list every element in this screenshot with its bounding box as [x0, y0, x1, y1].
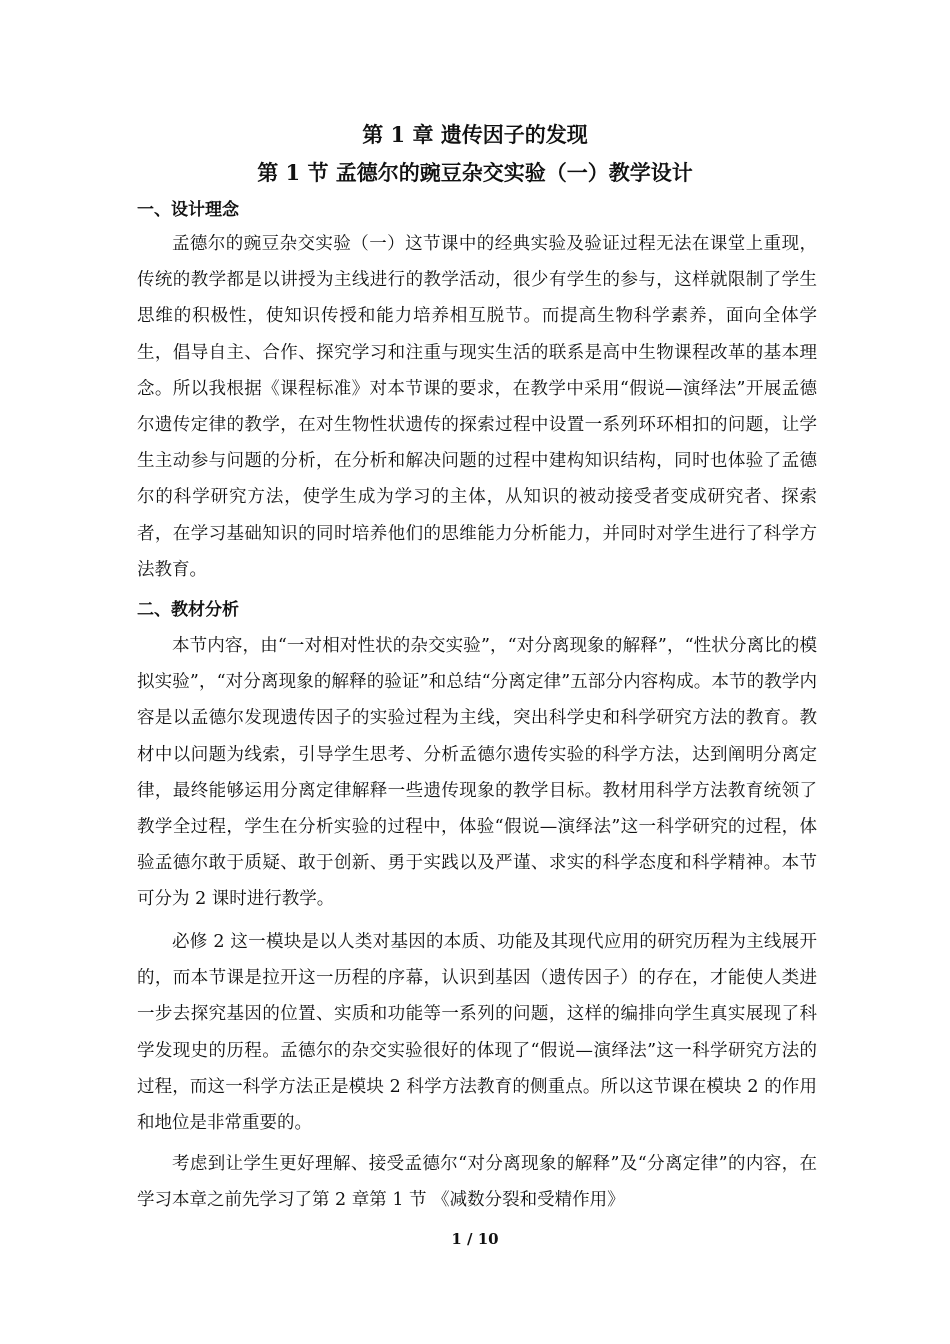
section-title: 第 1 节 孟德尔的豌豆杂交实验（一）教学设计	[257, 160, 693, 185]
paragraph: 本节内容，由“一对相对性状的杂交实验”，“对分离现象的解释”，“性状分离比的模拟实验”，“对分离现象的解释的验证”和总结“分离定律”五部分内容构成。本节的教学内容是以孟德尔发现遗传因子的实验过程为主线，突出科学史和科学研究方法的教育。教材中以问题为线索，引导学生思考、分析孟德尔遗传实验的科学方法，达到阐明分离定律，最终能够运用分离定律解释一些遗传现象的教学目标。教材用科学方法教育统领了教学全过程，学生在分析实验的过程中，体验“假说—演绎法”这一科学研究的过程，体验孟德尔敢于质疑、敢于创新、勇于实践以及严谨、求实的科学态度和科学精神。本节可分为 2 课时进行教学。	[137, 636, 817, 910]
paragraph: 孟德尔的豌豆杂交实验（一）这节课中的经典实验及验证过程无法在课堂上重现，传统的教学都是以讲授为主线进行的教学活动，很少有学生的参与，这样就限制了学生思维的积极性，使知识传授和能力培养相互脱节。而提高生物科学素养，面向全体学生，倡导自主、合作、探究学习和注重与现实生活的联系是高中生物课程改革的基本理念。所以我根据《课程标准》对本节课的要求，在教学中采用“假说—演绎法”开展孟德尔遗传定律的教学，在对生物性状遗传的探索过程中设置一系列环环相扣的问题，让学生主动参与问题的分析，在分析和解决问题的过程中建构知识结构，同时也体验了孟德尔的科学研究方法，使学生成为学习的主体，从知识的被动接受者变成研究者、探索者，在学习基础知识的同时培养他们的思维能力分析能力，并同时对学生进行了科学方法教育。	[137, 234, 817, 580]
paragraph: 考虑到让学生更好理解、接受孟德尔“对分离现象的解释”及“分离定律”的内容，在学习本章之前先学习了第 2 章第 1 节 《减数分裂和受精作用》	[137, 1154, 817, 1211]
paragraph: 必修 2 这一模块是以人类对基因的本质、功能及其现代应用的研究历程为主线展开的，而本节课是拉开这一历程的序幕，认识到基因（遗传因子）的存在，才能使人类进一步去探究基因的位置、实质和功能等一系列的问题，这样的编排向学生真实展现了科学发现史的历程。孟德尔的杂交实验很好的体现了“假说—演绎法”这一科学研究方法的过程，而这一科学方法正是模块 2 科学方法教育的侧重点。所以这节课在模块 2 的作用和地位是非常重要的。	[137, 932, 817, 1134]
design-concept-body	[137, 226, 817, 588]
heading-design-concept: 一、设计理念	[137, 200, 239, 220]
textbook-analysis-body	[137, 628, 817, 918]
textbook-analysis-body-3	[137, 1146, 817, 1218]
heading-textbook-analysis: 二、教材分析	[137, 600, 239, 620]
page-number: 1 / 10	[451, 1230, 499, 1248]
textbook-analysis-body-2	[137, 924, 817, 1141]
chapter-title: 第 1 章 遗传因子的发现	[362, 122, 588, 147]
